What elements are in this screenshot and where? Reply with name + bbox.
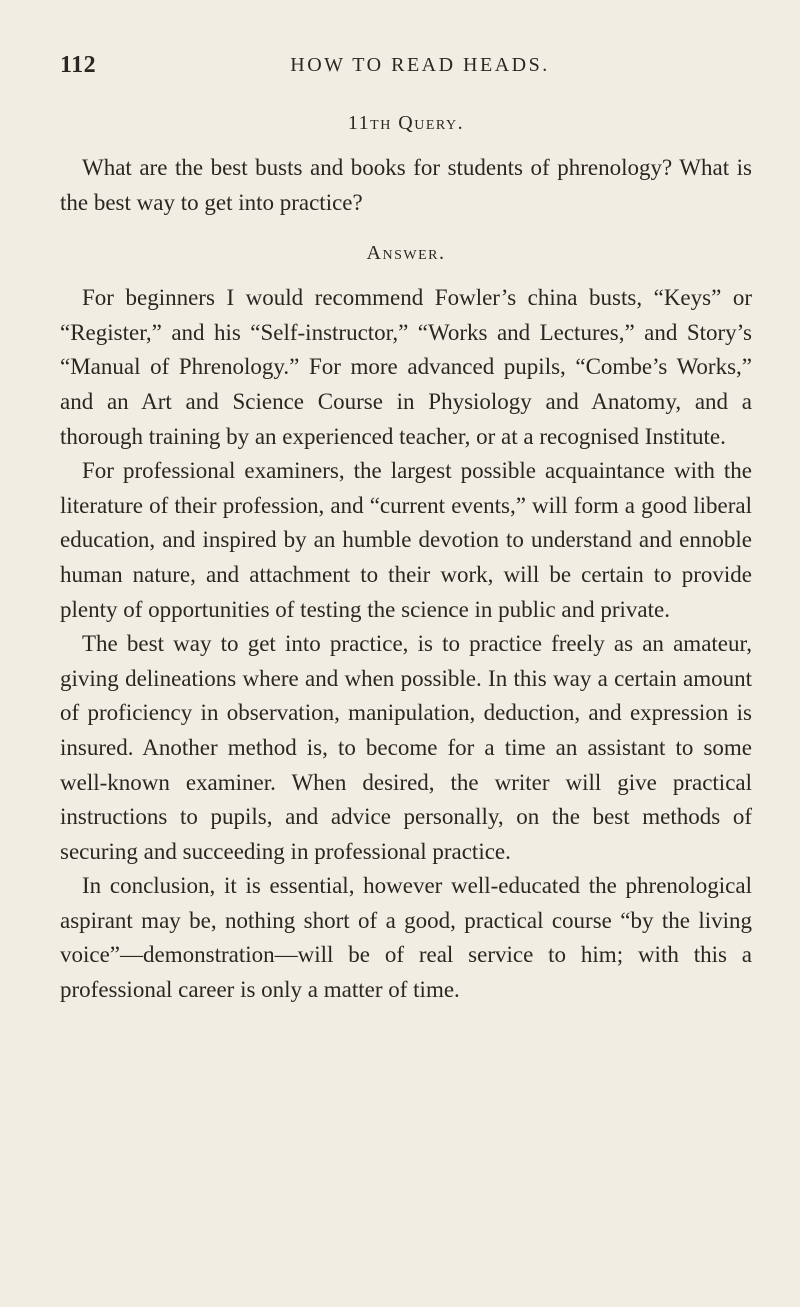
answer-paragraph-4: In conclusion, it is essential, however well-educated the phrenological aspirant may be, nothing short of a good, practical course “by the living voice”—demonstration—will be of real service to him; with this a professional career is only a matter of time. xyxy=(60,873,752,1003)
answer-paragraph-2: For professional examiners, the largest possible acquaintance with the literature of their profession, and “current events,” will form a good liberal education, and inspired by an humble devotion to understand and ennoble human nature, and attachment to their work, will be certain to provide plenty of opportunities of testing the science in public and private. xyxy=(60,458,752,622)
running-title: HOW TO READ HEADS. xyxy=(290,54,550,76)
running-head xyxy=(60,52,740,86)
query-heading: 11th Query. xyxy=(347,112,465,134)
answer-heading: Answer. xyxy=(366,242,446,265)
query-text: What are the best busts and books for students of phrenology? What is the best way to get into practice? xyxy=(60,155,752,215)
answer-paragraph-3: The best way to get into practice, is to practice freely as an amateur, giving delineations where and when possible. In this way a certain amount of proficiency in observation, manipulation, deduction, and expression is insured. Another method is, to become for a time an assistant to some well-known examiner. When desired, the writer will give practical instructions to pupils, and advice personally, on the best methods of securing and succeeding in professional practice. xyxy=(60,631,752,864)
page-content xyxy=(60,112,752,1008)
page-number: 112 xyxy=(60,52,97,78)
answer-paragraph-1: For beginners I would recommend Fowler’s china busts, “Keys” or “Register,” and his “Self-instructor,” “Works and Lectures,” and Story’s “Manual of Phrenology.” For more advanced pupils, “Combe’s Works,” and an Art and Science Course in Physiology and Anatomy, and a thorough training by an experienced teacher, or at a recognised Institute. xyxy=(60,285,752,449)
